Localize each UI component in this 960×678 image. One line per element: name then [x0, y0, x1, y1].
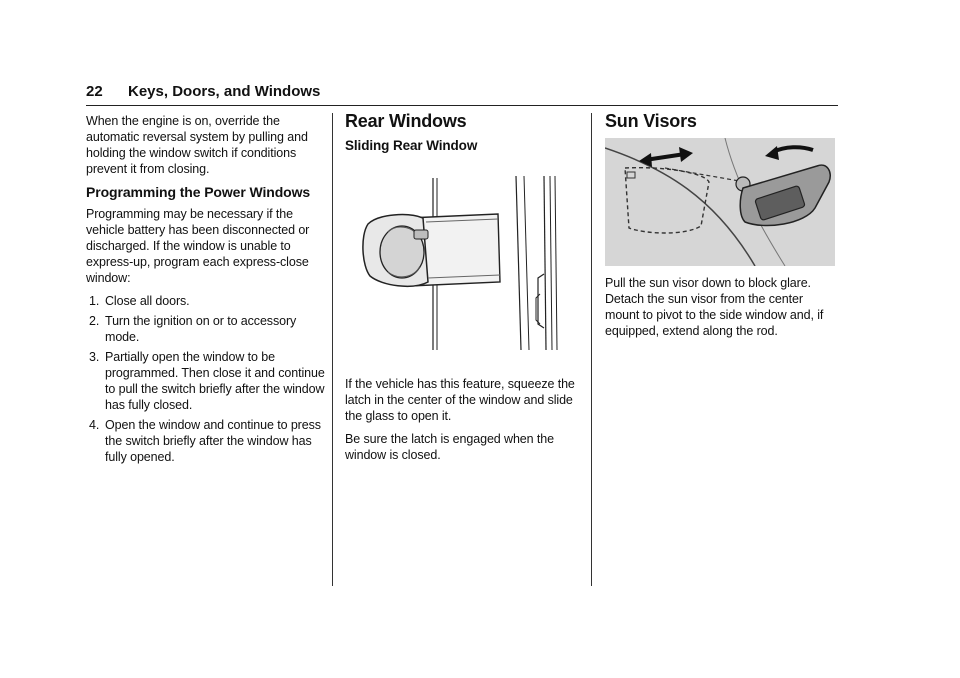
list-item	[86, 417, 326, 465]
rear-windows-heading: Rear Windows	[345, 111, 467, 131]
sun-visor-paragraph: Pull the sun visor down to block glare. Detach the sun visor from the center mount to pivot to the side window and, if equipped, extend along the rod.	[605, 276, 824, 338]
list-item	[86, 349, 326, 413]
latch-engaged-paragraph: Be sure the latch is engaged when the window is closed.	[345, 432, 554, 462]
step-number: 4.	[89, 418, 100, 432]
rear-window-paragraph: If the vehicle has this feature, squeeze the latch in the center of the window and slide the glass to open it.	[345, 377, 575, 423]
sliding-rear-window-heading: Sliding Rear Window	[345, 138, 478, 153]
step-number: 2.	[89, 314, 100, 328]
sun-visors-heading: Sun Visors	[605, 111, 697, 131]
programming-paragraph: Programming may be necessary if the vehicle battery has been disconnected or discharged. If the window is unable to express-up, program each express-close window:	[86, 207, 310, 285]
column-divider	[332, 113, 333, 586]
step-text: Partially open the window to be programmed. Then close it and continue to pull the switch briefly after the window has fully closed.	[105, 350, 325, 412]
column-rear-windows	[345, 113, 577, 470]
list-item	[86, 293, 326, 309]
column-sun-visors	[605, 113, 837, 346]
override-paragraph: When the engine is on, override the automatic reversal system by pulling and holding the window switch if conditions prevent it from closing.	[86, 114, 308, 176]
chapter-title: Keys, Doors, and Windows	[128, 83, 321, 100]
column-divider	[591, 113, 592, 586]
step-number: 1.	[89, 294, 100, 308]
step-text: Close all doors.	[105, 294, 190, 308]
list-item	[86, 313, 326, 345]
page-header	[86, 83, 838, 106]
sliding-rear-window-latch-illustration	[348, 174, 564, 350]
step-text: Turn the ignition on or to accessory mode.	[105, 314, 297, 344]
page-number: 22	[86, 83, 103, 100]
programming-steps	[86, 293, 326, 465]
sun-visor-illustration	[605, 138, 835, 266]
step-text: Open the window and continue to press the switch briefly after the window has fully opened.	[105, 418, 321, 464]
programming-heading: Programming the Power Windows	[86, 184, 311, 200]
step-number: 3.	[89, 350, 100, 364]
column-power-windows	[86, 113, 326, 469]
